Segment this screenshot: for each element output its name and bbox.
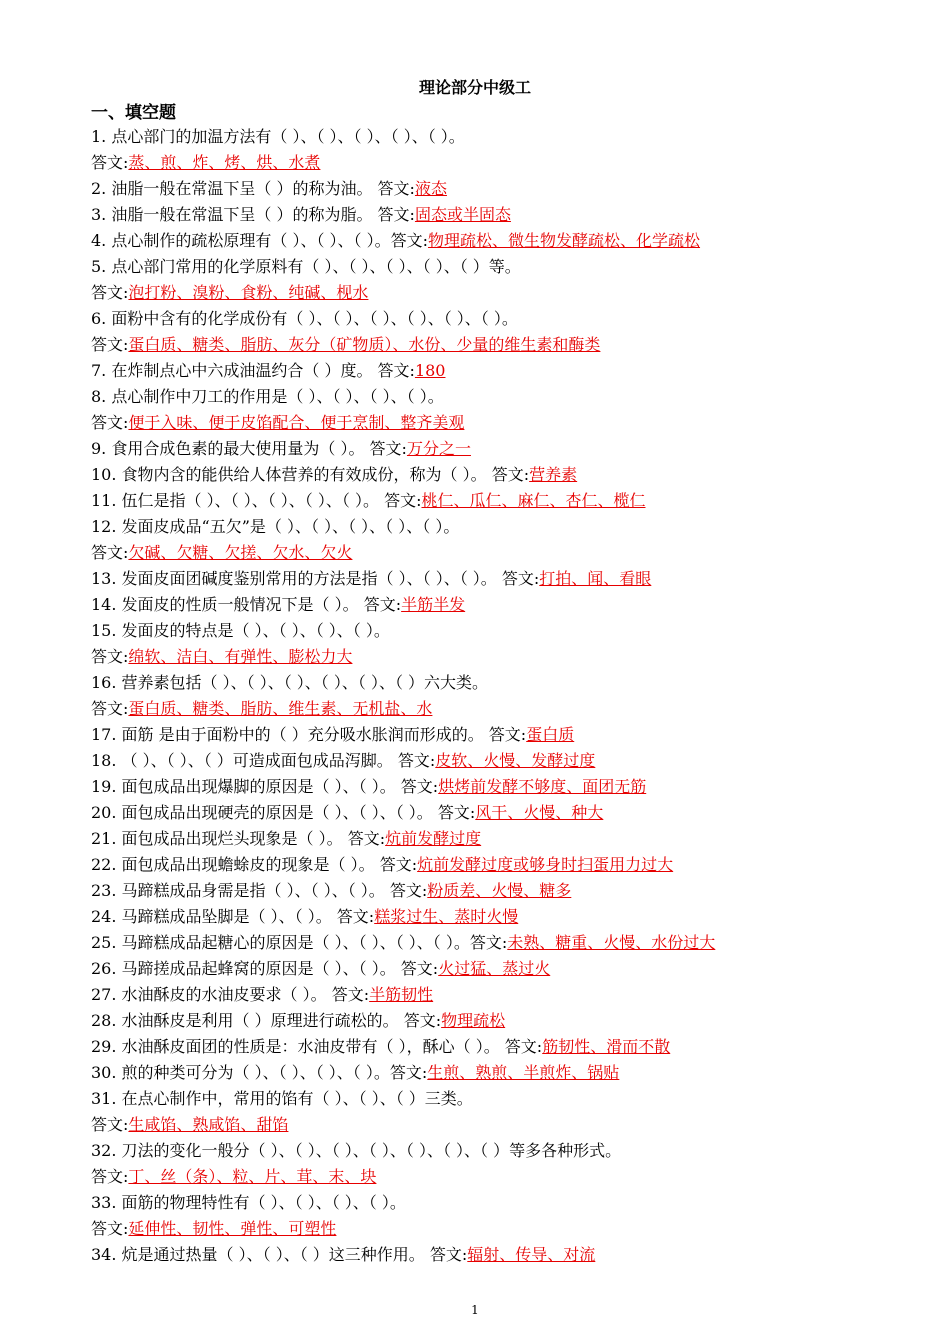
answer-text: 粉质差、火慢、糖多 [427,881,572,900]
question-line [91,436,891,462]
question-line [91,696,891,722]
answer-label: 答文: [91,413,129,432]
question-line [91,1112,891,1138]
answer-text: 炕前发酵过度 [385,829,482,848]
answer-label: 答文: [397,751,436,770]
question-line [91,332,891,358]
answer-text: 半筋韧性 [369,985,434,1004]
answer-text: 生咸馅、熟咸馅、甜馅 [128,1115,289,1134]
answer-label: 答文: [91,647,129,666]
question-line [91,410,891,436]
question-line [91,1138,891,1164]
question-text: 16. 营养素包括（ ）、（ ）、（ ）、（ ）、（ ）、（ ）六大类。 [91,673,489,692]
question-line [91,228,891,254]
answer-label: 答文: [91,543,129,562]
answer-label: 答文: [91,1219,129,1238]
question-text: 3. 油脂一般在常温下呈（ ）的称为脂。 [91,205,378,224]
answer-label: 答文: [336,907,375,926]
question-line [91,1242,891,1268]
answer-label: 答文: [91,335,129,354]
answer-text: 未熟、糖重、火慢、水份过大 [507,933,716,952]
question-text: 28. 水油酥皮是利用（ ）原理进行疏松的。 [91,1011,404,1030]
question-text: 12. 发面皮成品“五欠”是（ ）、（ ）、（ ）、（ ）、（ ）。 [91,517,460,536]
question-line [91,384,891,410]
answer-text: 半筋半发 [401,595,466,614]
answer-text: 桃仁、瓜仁、麻仁、杏仁、榄仁 [421,491,646,510]
answer-label: 答文: [389,881,428,900]
answer-text: 物理疏松、微生物发酵疏松、化学疏松 [428,231,701,250]
question-text: 32. 刀法的变化一般分（ ）、（ ）、（ ）、（ ）、（ ）、（ ）、（ ）等多各种形式。 [91,1141,622,1160]
question-text: 22. 面包成品出现蟾蜍皮的现象是（ ）。 [91,855,380,874]
answer-label: 答文: [377,205,415,224]
answer-text: 欠碱、欠糖、欠搓、欠水、欠火 [128,543,353,562]
answer-text: 万分之一 [406,439,471,458]
question-line [91,1164,891,1190]
page-title: 理论部分中级工 [418,78,531,97]
answer-label: 答文: [91,1167,129,1186]
answer-label: 答文: [390,231,429,250]
question-text: 29. 水油酥皮面团的性质是：水油皮带有（ ），酥心（ ）。 [91,1037,505,1056]
question-line [91,202,891,228]
question-line [91,306,891,332]
question-line [91,462,891,488]
question-list [91,124,891,1268]
question-line [91,748,891,774]
question-line [91,124,891,150]
question-line [91,488,891,514]
question-line [91,774,891,800]
question-text: 9. 食用合成色素的最大使用量为（ ）。 [91,439,370,458]
question-line [91,592,891,618]
question-line [91,826,891,852]
answer-text: 蒸、煎、炸、烤、烘、水煮 [128,153,321,172]
question-line [91,1086,891,1112]
answer-label: 答文: [331,985,370,1004]
question-text: 31. 在点心制作中，常用的馅有（ ）、（ ）、（ ）三类。 [91,1089,473,1108]
question-line [91,904,891,930]
question-text: 17. 面筋 是由于面粉中的（ ）充分吸水胀润而形成的。 [91,725,489,744]
question-text: 24. 马蹄糕成品坠脚是（ ）、（ ）。 [91,907,337,926]
question-line [91,254,891,280]
answer-label: 答文: [91,1115,129,1134]
question-line [91,644,891,670]
answer-text: 液态 [414,179,447,198]
answer-label: 答文: [384,491,422,510]
answer-text: 延伸性、韧性、弹性、可塑性 [128,1219,337,1238]
answer-label: 答文: [429,1245,468,1264]
question-text: 19. 面包成品出现爆脚的原因是（ ）、（ ）。 [91,777,401,796]
answer-text: 蛋白质、糖类、脂肪、维生素、无机盐、水 [128,699,433,718]
answer-text: 风干、火慢、种大 [475,803,604,822]
answer-text: 蛋白质 [526,725,575,744]
answer-text: 物理疏松 [441,1011,506,1030]
answer-text: 便于入味、便于皮馅配合、便于烹制、整齐美观 [128,413,465,432]
question-text: 30. 煎的种类可分为（ ）、（ ）、（ ）、（ ）。 [91,1063,390,1082]
answer-label: 答文: [91,283,129,302]
answer-label: 答文: [347,829,386,848]
answer-label: 答文: [400,777,439,796]
question-text: 7. 在炸制点心中六成油温约合（ ）度。 [91,361,378,380]
answer-label: 答文: [469,933,508,952]
question-text: 5. 点心部门常用的化学原料有（ ）、（ ）、（ ）、（ ）、（ ）等。 [91,257,521,276]
answer-text: 蛋白质、糖类、脂肪、灰分（矿物质）、水份、少量的维生素和酶类 [128,335,601,354]
answer-text: 火过猛、蒸过火 [438,959,551,978]
question-line [91,540,891,566]
question-line [91,800,891,826]
question-text: 4. 点心制作的疏松原理有（ ）、（ ）、（ ）。 [91,231,391,250]
question-text: 18. （ ）、（ ）、（ ）可造成面包成品泻脚。 [91,751,398,770]
question-line [91,618,891,644]
answer-label: 答文: [91,699,129,718]
question-line [91,566,891,592]
page-number: 1 [471,1303,479,1317]
answer-label: 答文: [501,569,540,588]
question-text: 14. 发面皮的性质一般情况下是（ ）。 [91,595,364,614]
question-line [91,1008,891,1034]
question-line [91,982,891,1008]
answer-label: 答文: [377,361,415,380]
answer-text: 打拍、闻、看眼 [539,569,652,588]
question-line [91,722,891,748]
question-text: 10. 食物内含的能供给人体营养的有效成份，称为（ ）。 [91,465,492,484]
answer-text: 180 [414,361,446,380]
answer-text: 皮软、火慢、发酵过度 [435,751,596,770]
question-line [91,358,891,384]
question-text: 23. 马蹄糕成品身需是指（ ）、（ ）、（ ）。 [91,881,390,900]
question-text: 33. 面筋的物理特性有（ ）、（ ）、（ ）、（ ）。 [91,1193,406,1212]
answer-text: 绵软、洁白、有弹性、膨松力大 [128,647,353,666]
answer-label: 答文: [504,1037,543,1056]
question-text: 13. 发面皮面团碱度鉴别常用的方法是指（ ）、（ ）、（ ）。 [91,569,502,588]
answer-label: 答文: [491,465,530,484]
answer-text: 固态或半固态 [414,205,511,224]
answer-label: 答文: [400,959,439,978]
question-line [91,1216,891,1242]
answer-text: 生煎、熟煎、半煎炸、锅贴 [427,1063,620,1082]
question-line [91,514,891,540]
question-text: 1. 点心部门的加温方法有（ ）、（ ）、（ ）、（ ）、（ ）。 [91,127,465,146]
answer-label: 答文: [91,153,129,172]
question-text: 25. 马蹄糕成品起糖心的原因是（ ）、（ ）、（ ）、（ ）。 [91,933,470,952]
question-text: 11. 伍仁是指（ ）、（ ）、（ ）、（ ）、（ ）。 [91,491,385,510]
question-text: 8. 点心制作中刀工的作用是（ ）、（ ）、（ ）、（ ）。 [91,387,444,406]
answer-label: 答文: [363,595,402,614]
answer-label: 答文: [377,179,415,198]
question-line [91,878,891,904]
answer-label: 答文: [437,803,476,822]
question-text: 20. 面包成品出现硬壳的原因是（ ）、（ ）、（ ）。 [91,803,438,822]
answer-label: 答文: [379,855,418,874]
question-line [91,176,891,202]
question-text: 6. 面粉中含有的化学成份有（ ）、（ ）、（ ）、（ ）、（ ）、（ ）。 [91,309,518,328]
question-line [91,150,891,176]
answer-label: 答文: [389,1063,428,1082]
section-title: 一、填空题 [91,103,176,123]
question-line [91,1060,891,1086]
answer-text: 泡打粉、溴粉、食粉、纯碱、枧水 [128,283,369,302]
question-text: 34. 炕是通过热量（ ）、（ ）、（ ）这三种作用。 [91,1245,430,1264]
question-text: 27. 水油酥皮的水油皮要求（ ）。 [91,985,332,1004]
question-line [91,280,891,306]
answer-text: 炕前发酵过度或够身时扫蛋用力过大 [417,855,674,874]
question-line [91,1034,891,1060]
question-text: 21. 面包成品出现烂头现象是（ ）。 [91,829,348,848]
answer-label: 答文: [403,1011,442,1030]
answer-text: 烘烤前发酵不够度、面团无筋 [438,777,647,796]
question-text: 15. 发面皮的特点是（ ）、（ ）、（ ）、（ ）。 [91,621,390,640]
question-line [91,670,891,696]
answer-label: 答文: [369,439,407,458]
answer-text: 糕浆过生、蒸时火慢 [374,907,519,926]
question-line [91,1190,891,1216]
answer-label: 答文: [488,725,527,744]
answer-text: 筋韧性、滑而不散 [542,1037,671,1056]
answer-text: 丁、丝（条）、粒、片、茸、末、块 [128,1167,377,1186]
answer-text: 营养素 [529,465,578,484]
question-text: 26. 马蹄搓成品起蜂窝的原因是（ ）、（ ）。 [91,959,401,978]
question-text: 2. 油脂一般在常温下呈（ ）的称为油。 [91,179,378,198]
question-line [91,956,891,982]
answer-text: 辐射、传导、对流 [467,1245,596,1264]
question-line [91,930,891,956]
question-line [91,852,891,878]
